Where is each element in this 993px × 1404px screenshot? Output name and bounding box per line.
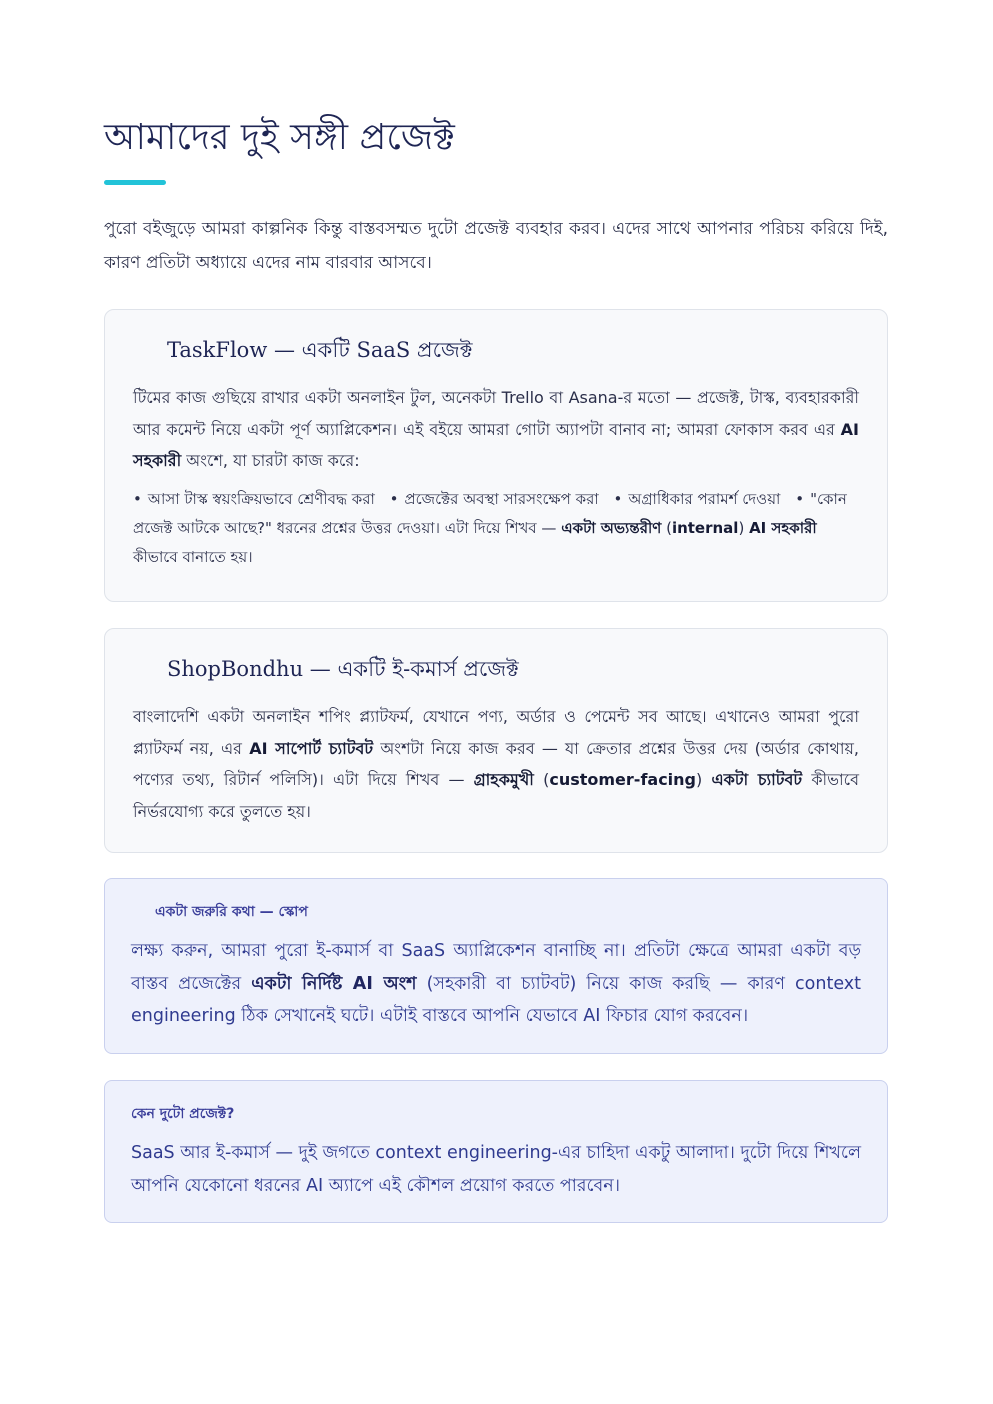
taskflow-learn-bold-assistant: AI সহকারী: [749, 518, 817, 537]
task-item-text: আসা টাস্ক স্বয়ংক্রিয়ভাবে শ্রেণীবদ্ধ করা: [147, 489, 375, 508]
paren-open: (: [533, 770, 550, 789]
taskflow-desc-text: টিমের কাজ গুছিয়ে রাখার একটা অনলাইন টুল, অনেকটা Trello বা Asana-র মতো — প্রজেক্ট, টাস্ক, ব্যবহারকারী আর কমেন্ট নিয়ে একটা পূর্ণ অ্যাপ্লিকেশন। এই বইয়ে আমরা গোটা অ্যাপটা বানাব না; আমরা ফোকাস করব এর: [133, 388, 859, 439]
task-item-text: অগ্রাধিকার পরামর্শ দেওয়া: [628, 489, 781, 508]
scope-note-bold: একটা নির্দিষ্ট AI অংশ: [251, 973, 417, 994]
list-item: [390, 490, 599, 508]
taskflow-learn-text-end: কীভাবে বানাতে হয়।: [133, 547, 253, 566]
scope-note: [104, 878, 888, 1054]
title-underline: [104, 180, 166, 185]
taskflow-card: [104, 309, 888, 602]
why-note-title: কেন দুটো প্রজেক্ট?: [131, 1106, 235, 1122]
shop-desc-bold-customer: গ্রাহকমুখী: [473, 770, 534, 789]
page-title: আমাদের দুই সঙ্গী প্রজেক্ট: [104, 117, 455, 158]
bullet-icon: •: [389, 489, 399, 508]
scope-note-text-end: (সহকারী বা চ্যাটবট) নিয়ে কাজ করছি — কারণ context engineering ঠিক সেখানেই ঘটে। এটাই বাস্তবে আপনি যেভাবে AI ফিচার যোগ করবেন।: [131, 973, 862, 1026]
taskflow-desc-bold: AI সহকারী: [133, 419, 859, 470]
shopbondhu-title: ShopBondhu — একটি ই-কমার্স প্রজেক্ট: [167, 657, 519, 681]
paren-open: (: [661, 518, 672, 537]
shop-desc-bold-facing: customer-facing: [549, 770, 697, 789]
intro-paragraph: পুরো বইজুড়ে আমরা কাল্পনিক কিন্তু বাস্তবসম্মত দুটো প্রজেক্ট ব্যবহার করব। এদের সাথে আপনার পরিচয় করিয়ে দিই, কারণ প্রতিটা অধ্যায়ে এদের নাম বারবার আসবে।: [104, 219, 888, 273]
bullet-icon: •: [133, 489, 142, 508]
taskflow-learn-text: এটা দিয়ে শিখব —: [440, 518, 562, 537]
scope-note-title: একটা জরুরি কথা — স্কোপ: [155, 904, 308, 920]
taskflow-learn-bold: একটা অভ্যন্তরীণ: [561, 518, 662, 537]
taskflow-learn-bold-internal: internal: [671, 518, 739, 537]
shop-desc-bold-chatbot: AI সাপোর্ট চ্যাটবট: [249, 738, 374, 758]
paren-close: ): [696, 770, 712, 789]
shop-desc-text-end: কীভাবে নির্ভরযোগ্য করে তুলতে হয়।: [133, 770, 860, 821]
shop-desc-text-mid: অংশটা নিয়ে কাজ করব — যা ক্রেতার প্রশ্নের উত্তর দেয় (অর্ডার কোথায়, পণ্যের তথ্য, রিটার্ন পলিসি)। এটা দিয়ে শিখব —: [133, 738, 860, 789]
task-item-text: প্রজেক্টের অবস্থা সারসংক্ষেপ করা: [404, 489, 599, 508]
scope-note-text: লক্ষ্য করুন, আমরা পুরো ই-কমার্স বা SaaS অ্যাপ্লিকেশন বানাচ্ছি না। প্রতিটা ক্ষেত্রে আমরা একটা বড় বাস্তব প্রজেক্টের: [131, 941, 861, 994]
shop-desc-text: বাংলাদেশি একটা অনলাইন শপিং প্ল্যাটফর্ম, যেখানে পণ্য, অর্ডার ও পেমেন্ট সব আছে। এখানেও আমরা পুরো প্ল্যাটফর্ম নয়, এর: [133, 707, 859, 758]
taskflow-title: TaskFlow — একটি SaaS প্রজেক্ট: [167, 338, 473, 362]
list-item: [613, 490, 780, 508]
why-note-body: SaaS আর ই-কমার্স — দুই জগতে context engineering-এর চাহিদা একটু আলাদা। দুটো দিয়ে শিখলে আপনি যেকোনো ধরনের AI অ্যাপে এই কৌশল প্রয়োগ করতে পারবেন।: [131, 1143, 861, 1196]
taskflow-task-list: [133, 485, 859, 572]
shopbondhu-card: [104, 628, 888, 853]
shopbondhu-description: [133, 701, 859, 827]
shop-desc-bold-a-chatbot: একটা চ্যাটবট: [711, 770, 803, 789]
taskflow-desc-text-end: অংশে, যা চারটা কাজ করে:: [181, 451, 360, 470]
bullet-icon: •: [613, 489, 623, 508]
why-note: [104, 1080, 888, 1223]
bullet-icon: •: [795, 489, 805, 508]
taskflow-description: [133, 382, 859, 477]
scope-note-body: [131, 935, 861, 1033]
task-item-text: "কোন প্রজেক্ট আটকে আছে?" ধরনের প্রশ্নের উত্তর দেওয়া।: [133, 489, 847, 537]
paren-close: ): [738, 518, 750, 537]
list-item: [133, 490, 375, 508]
